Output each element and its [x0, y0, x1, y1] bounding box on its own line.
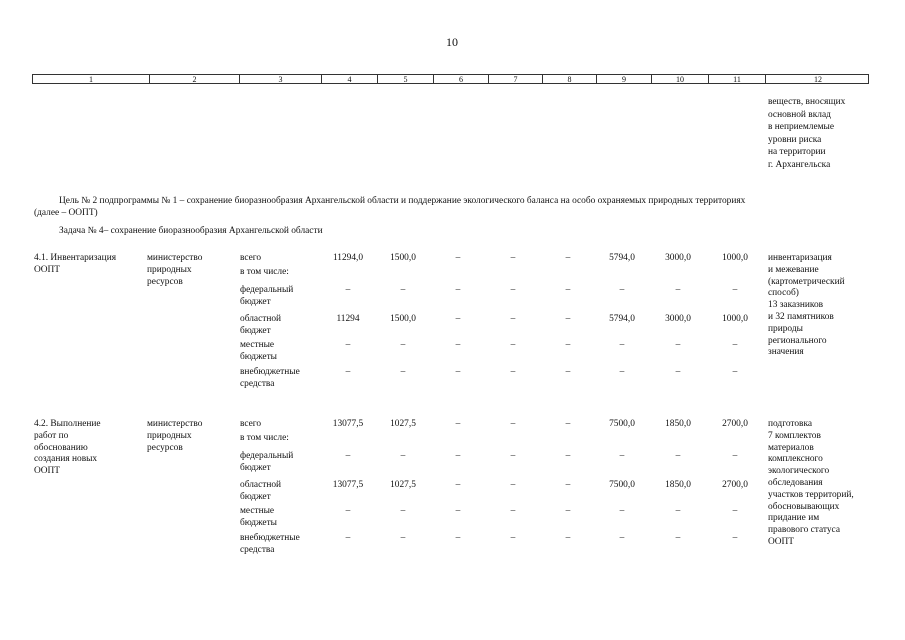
column-header-cell: 6	[433, 75, 488, 84]
funding-value: –	[345, 367, 351, 377]
funding-value: –	[675, 285, 681, 295]
task-heading: Задача № 4– сохранение биоразнообразия Архангельской области	[59, 226, 323, 236]
funding-value: 2700,0	[722, 419, 748, 429]
funding-source-label: бюджеты	[240, 517, 277, 528]
funding-value: –	[400, 533, 406, 543]
funding-value: –	[565, 253, 571, 263]
funding-value: –	[565, 285, 571, 295]
funding-value: 1500,0	[390, 314, 416, 324]
funding-value: –	[345, 451, 351, 461]
continuation-line: веществ, вносящих	[768, 97, 846, 107]
funding-value: –	[400, 506, 406, 516]
column-header-cell: 11	[708, 75, 765, 84]
funding-value: –	[732, 340, 738, 350]
funding-value: 13077,5	[332, 480, 364, 490]
funding-value: –	[510, 451, 516, 461]
funding-source-label: бюджет	[240, 296, 271, 307]
funding-value: –	[619, 533, 625, 543]
column-header-cell: 4	[321, 75, 377, 84]
funding-value: 3000,0	[665, 253, 691, 263]
funding-value: –	[732, 533, 738, 543]
executor-line: министерство	[147, 419, 203, 429]
funding-value: –	[510, 419, 516, 429]
expected-result-line: обосновывающих	[768, 501, 840, 512]
funding-value: 1027,5	[390, 419, 416, 429]
funding-value: –	[400, 367, 406, 377]
funding-value: –	[675, 367, 681, 377]
funding-value: –	[455, 285, 461, 295]
funding-value: –	[455, 367, 461, 377]
column-header-cell: 9	[596, 75, 651, 84]
funding-value: –	[619, 285, 625, 295]
funding-value: –	[400, 285, 406, 295]
funding-source-label: федеральный	[240, 451, 294, 461]
funding-value: –	[345, 506, 351, 516]
funding-value: –	[565, 506, 571, 516]
column-header-cell: 1	[89, 75, 93, 84]
funding-source-label: бюджет	[240, 325, 271, 336]
funding-source-label: средства	[240, 544, 275, 555]
funding-value: –	[565, 340, 571, 350]
expected-result-line: материалов	[768, 442, 814, 453]
funding-source-label: областной	[240, 480, 282, 490]
funding-value: –	[455, 480, 461, 490]
funding-value: –	[455, 506, 461, 516]
funding-value: –	[510, 285, 516, 295]
funding-value: –	[455, 340, 461, 350]
funding-value: –	[400, 451, 406, 461]
funding-value: –	[510, 340, 516, 350]
activity-name-line: работ по	[34, 430, 69, 441]
funding-value: –	[510, 480, 516, 490]
funding-value: –	[675, 506, 681, 516]
executor-line: природных	[147, 264, 192, 275]
executor-line: ресурсов	[147, 276, 183, 287]
funding-value: –	[455, 253, 461, 263]
funding-value: –	[510, 367, 516, 377]
funding-value: 7500,0	[609, 419, 635, 429]
funding-source-label: областной	[240, 314, 282, 324]
expected-result-line: 7 комплектов	[768, 430, 821, 441]
continuation-line: в неприемлемые	[768, 122, 834, 132]
funding-value: –	[510, 314, 516, 324]
funding-value: –	[732, 285, 738, 295]
funding-value: –	[510, 506, 516, 516]
expected-result-line: и межевание	[768, 264, 819, 275]
activity-name-line: ООПТ	[34, 264, 61, 275]
expected-result-line: способ)	[768, 288, 799, 299]
continuation-line: на территории	[768, 147, 826, 157]
column-header-row	[32, 74, 869, 84]
funding-value: 1027,5	[390, 480, 416, 490]
funding-source-label: всего	[240, 253, 262, 263]
activity-name-line: создания новых	[34, 454, 98, 465]
funding-value: –	[619, 367, 625, 377]
expected-result-line: значения	[768, 347, 804, 358]
funding-value: 1850,0	[665, 419, 691, 429]
funding-value: 5794,0	[609, 314, 635, 324]
activity-name-line: 4.1. Инвентаризация	[34, 253, 117, 263]
funding-value: –	[400, 340, 406, 350]
funding-value: 5794,0	[609, 253, 635, 263]
funding-value: –	[345, 340, 351, 350]
funding-value: –	[619, 340, 625, 350]
funding-value: –	[732, 506, 738, 516]
funding-source-label: внебюджетные	[240, 533, 300, 543]
continuation-line: г. Архангельска	[768, 159, 831, 170]
expected-result-line: придание им	[768, 513, 820, 524]
expected-result-line: ООПТ	[768, 537, 795, 547]
funding-value: 7500,0	[609, 480, 635, 490]
funding-value: –	[455, 314, 461, 324]
funding-value: 1500,0	[390, 253, 416, 263]
funding-value: –	[565, 533, 571, 543]
funding-value: –	[455, 533, 461, 543]
activity-name-line: 4.2. Выполнение	[34, 419, 101, 429]
funding-value: 13077,5	[332, 419, 364, 429]
goal-heading-continuation: (далее – ООПТ)	[34, 208, 98, 218]
funding-value: 11294,0	[332, 253, 364, 263]
expected-result-line: и 32 памятников	[768, 312, 834, 322]
funding-value: –	[455, 419, 461, 429]
expected-result-line: участков территорий,	[768, 489, 854, 500]
expected-result-line: экологического	[768, 466, 830, 477]
funding-source-label: бюджет	[240, 462, 271, 473]
funding-value: –	[565, 480, 571, 490]
column-header-cell: 12	[765, 75, 870, 84]
activity-name-line: обоснованию	[34, 442, 88, 453]
funding-value: –	[619, 506, 625, 516]
expected-result-line: природы	[768, 323, 803, 334]
column-header-cell: 7	[488, 75, 542, 84]
funding-value: –	[565, 367, 571, 377]
funding-value: –	[510, 533, 516, 543]
continuation-line: уровни риска	[768, 134, 822, 145]
funding-source-label: в том числе:	[240, 267, 289, 277]
funding-value: –	[455, 451, 461, 461]
funding-value: –	[619, 451, 625, 461]
funding-value: –	[732, 451, 738, 461]
funding-value: –	[675, 533, 681, 543]
funding-source-label: местные	[240, 506, 275, 516]
page-number: 10	[446, 35, 458, 49]
funding-value: –	[565, 419, 571, 429]
expected-result-line: правового статуса	[768, 525, 840, 536]
executor-line: министерство	[147, 253, 203, 263]
funding-value: 2700,0	[722, 480, 748, 490]
continuation-line: основной вклад	[768, 109, 831, 120]
expected-result-line: регионального	[768, 335, 827, 346]
funding-value: –	[675, 340, 681, 350]
funding-value: –	[732, 367, 738, 377]
funding-source-label: федеральный	[240, 285, 294, 295]
column-header-cell: 3	[239, 75, 321, 84]
funding-value: –	[675, 451, 681, 461]
expected-result-line: комплексного	[768, 454, 823, 465]
funding-value: 1000,0	[722, 253, 748, 263]
expected-result-line: обследования	[768, 478, 823, 488]
funding-source-label: внебюджетные	[240, 367, 300, 377]
column-header-cell: 5	[377, 75, 433, 84]
column-header-cell: 2	[149, 75, 239, 84]
expected-result-line: инвентаризация	[768, 253, 832, 263]
expected-result-line: (картометрический	[768, 276, 845, 287]
funding-source-label: средства	[240, 378, 275, 389]
executor-line: ресурсов	[147, 442, 183, 453]
funding-value: –	[510, 253, 516, 263]
funding-value: –	[565, 451, 571, 461]
funding-source-label: бюджеты	[240, 351, 277, 362]
funding-value: 1000,0	[722, 314, 748, 324]
funding-source-label: всего	[240, 419, 262, 429]
funding-value: –	[345, 285, 351, 295]
funding-source-label: местные	[240, 340, 275, 350]
column-header-cell: 10	[651, 75, 708, 84]
funding-source-label: в том числе:	[240, 433, 289, 443]
funding-value: –	[565, 314, 571, 324]
expected-result-line: 13 заказников	[768, 300, 824, 311]
expected-result-line: подготовка	[768, 419, 813, 429]
goal-heading: Цель № 2 подпрограммы № 1 – сохранение биоразнообразия Архангельской области и поддержание экологического баланса на особо охраняемых природных территориях	[59, 196, 746, 206]
funding-value: 1850,0	[665, 480, 691, 490]
funding-value: 11294	[336, 314, 360, 324]
funding-source-label: бюджет	[240, 491, 271, 502]
activity-name-line: ООПТ	[34, 466, 61, 477]
column-header-cell: 8	[542, 75, 596, 84]
funding-value: –	[345, 533, 351, 543]
funding-value: 3000,0	[665, 314, 691, 324]
executor-line: природных	[147, 430, 192, 441]
